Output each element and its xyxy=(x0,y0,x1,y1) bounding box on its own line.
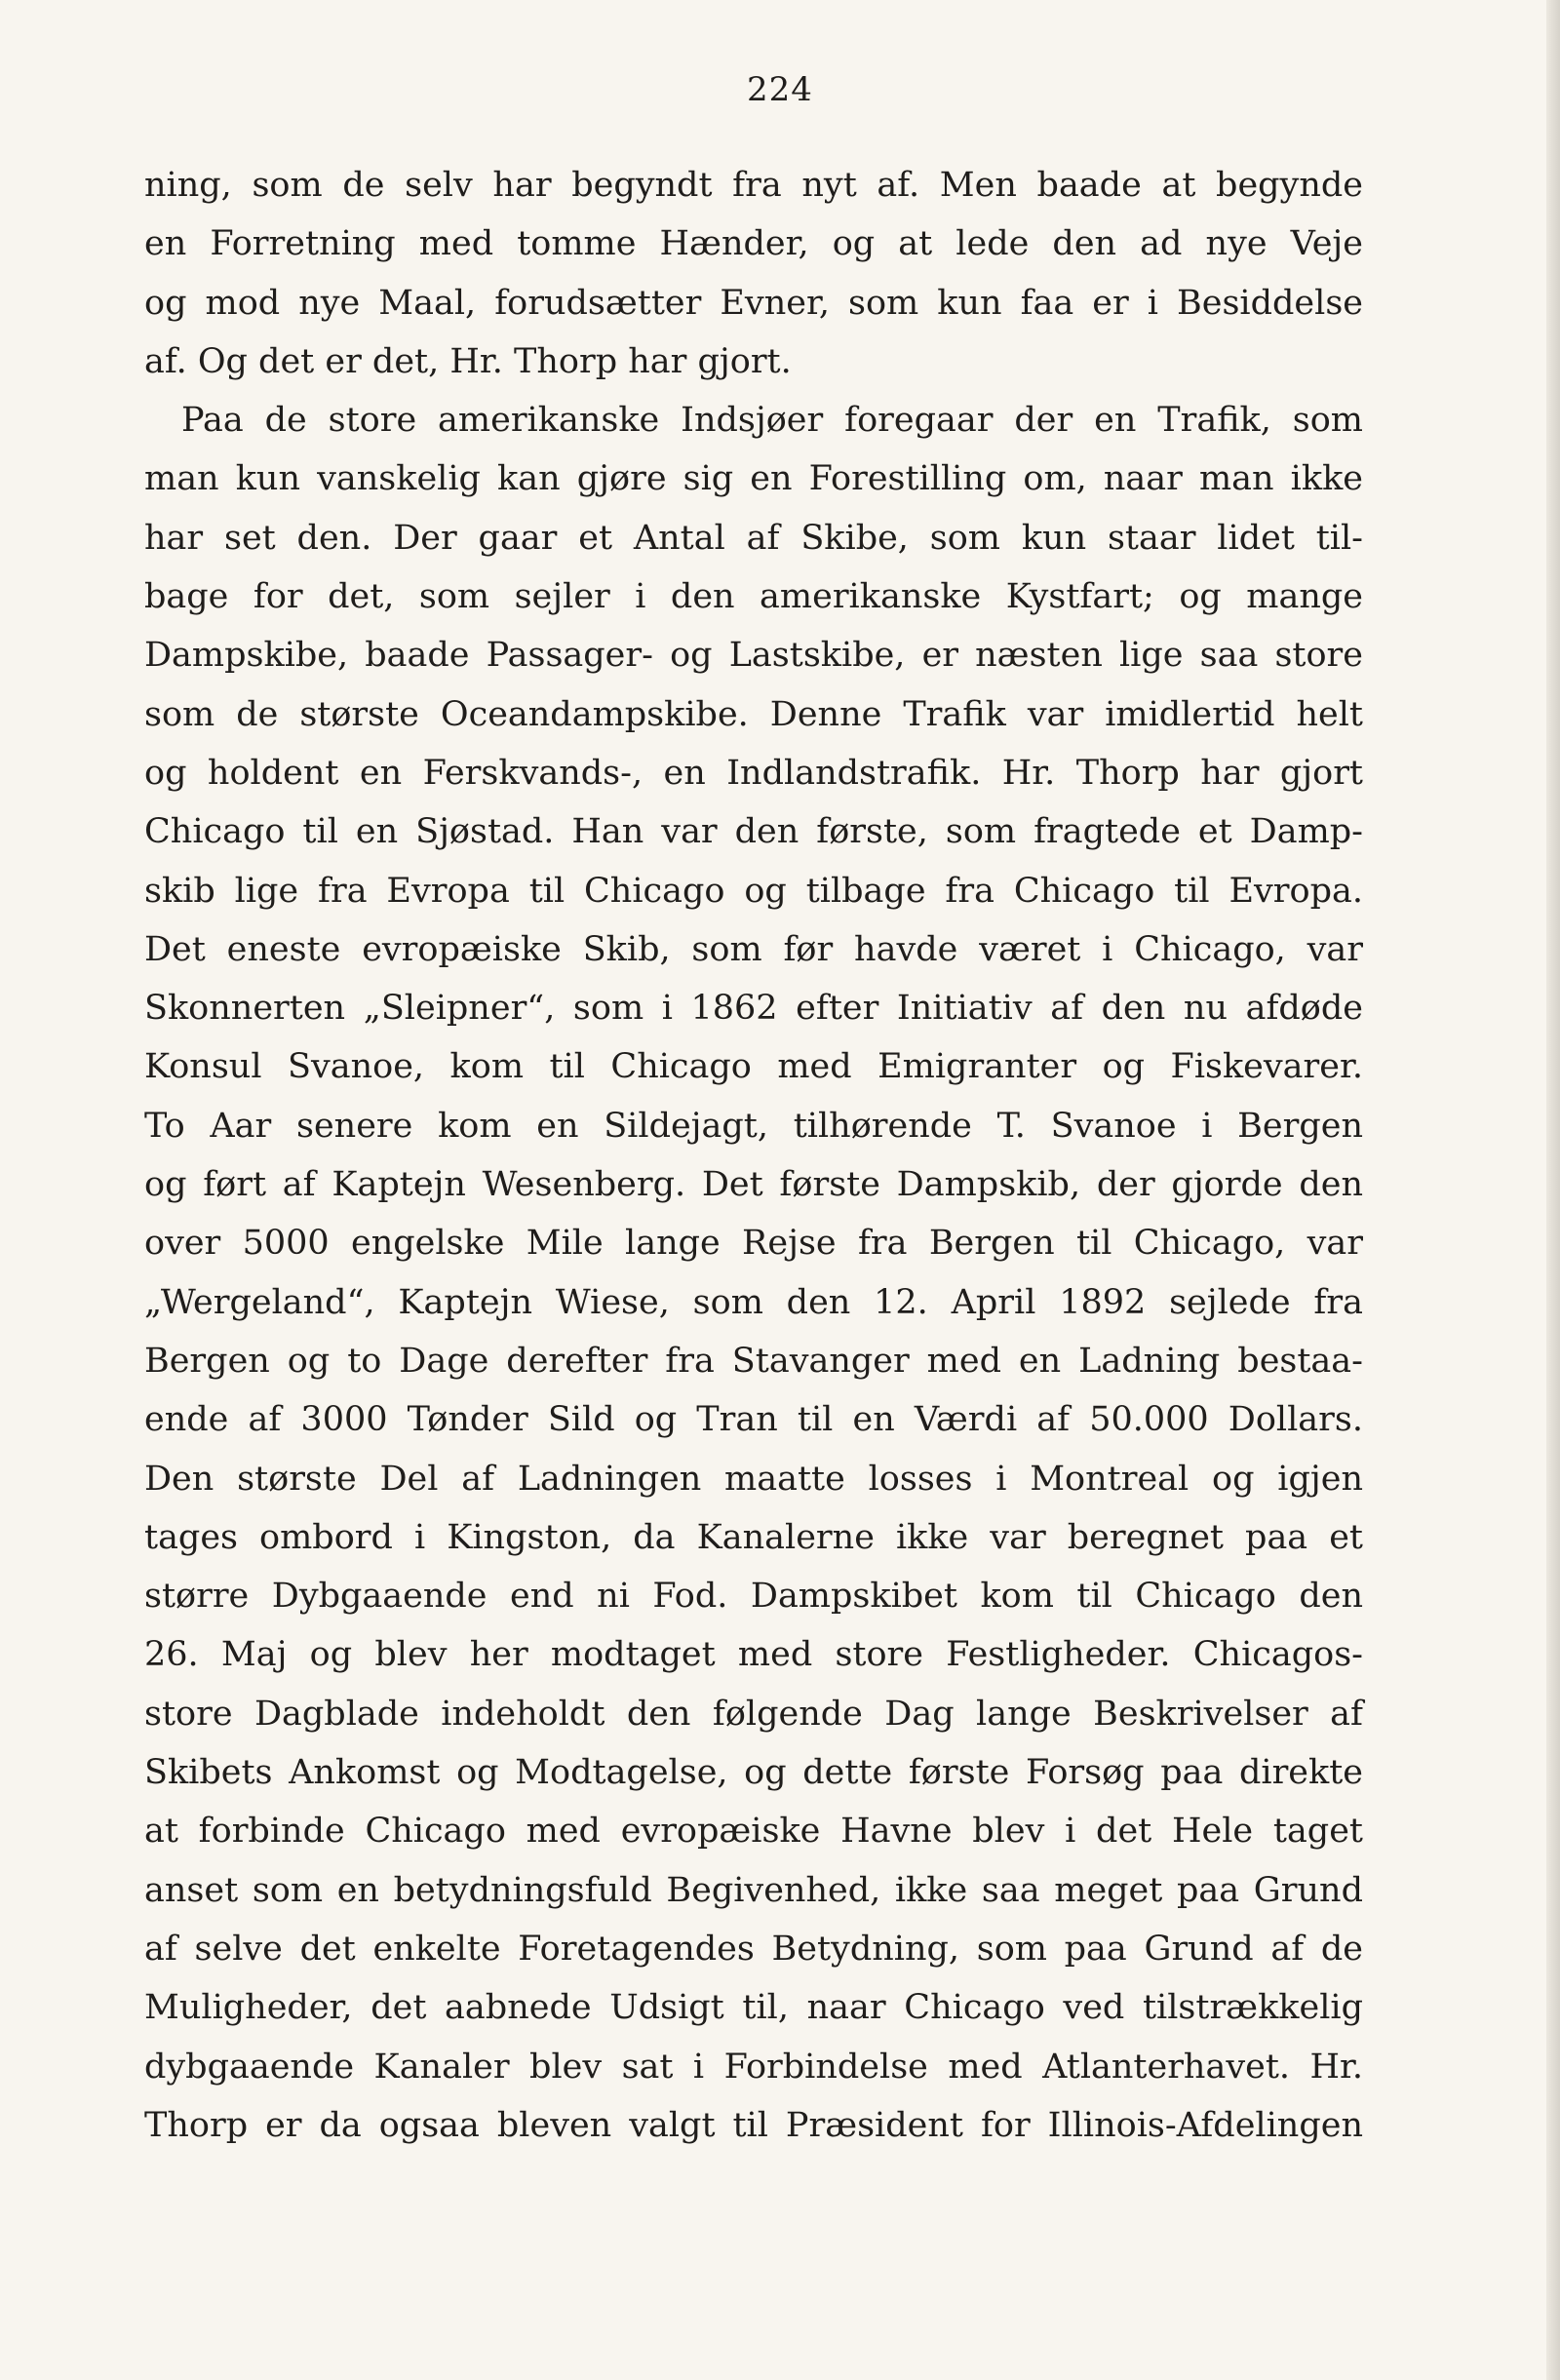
page-edge xyxy=(1546,0,1560,2380)
text-line: at forbinde Chicago med evropæiske Havne blev i det Hele taget xyxy=(144,1812,1363,1852)
text-line: Den største Del af Ladningen maatte losses i Montreal og igjen xyxy=(144,1459,1363,1499)
text-line: over 5000 engelske Mile lange Rejse fra Bergen til Chicago, var xyxy=(144,1224,1363,1264)
text-line: Konsul Svanoe, kom til Chicago med Emigranter og Fiskevarer. xyxy=(144,1047,1363,1087)
text-line: skib lige fra Evropa til Chicago og tilbage fra Chicago til Evropa. xyxy=(144,871,1363,911)
text-line: har set den. Der gaar et Antal af Skibe, som kun staar lidet til- xyxy=(144,518,1363,558)
text-line: To Aar senere kom en Sildejagt, tilhørende T. Svanoe i Bergen xyxy=(144,1106,1363,1146)
text-line: Bergen og to Dage derefter fra Stavanger med en Ladning bestaa- xyxy=(144,1341,1363,1381)
text-line: Skonnerten „Sleipner“, som i 1862 efter Initiativ af den nu afdøde xyxy=(144,989,1363,1029)
text-line: en Forretning med tomme Hænder, og at lede den ad nye Veje xyxy=(144,224,1363,264)
text-line: Det eneste evropæiske Skib, som før havde været i Chicago, var xyxy=(144,929,1363,969)
page-number: 224 xyxy=(747,70,813,109)
text-line: dybgaaende Kanaler blev sat i Forbindelse med Atlanterhavet. Hr. xyxy=(144,2047,1363,2087)
text-line: bage for det, som sejler i den amerikanske Kystfart; og mange xyxy=(144,577,1363,617)
text-line: store Dagblade indeholdt den følgende Dag lange Beskrivelser af xyxy=(144,1694,1363,1734)
text-line: Thorp er da ogsaa bleven valgt til Præsident for Illinois-Afdelingen xyxy=(144,2105,1363,2145)
text-line: ende af 3000 Tønder Sild og Tran til en Værdi af 50.000 Dollars. xyxy=(144,1400,1363,1440)
text-line: Dampskibe, baade Passager- og Lastskibe, er næsten lige saa store xyxy=(144,636,1363,676)
text-line: 26. Maj og blev her modtaget med store Festligheder. Chicagos- xyxy=(144,1635,1363,1675)
text-line: og mod nye Maal, forudsætter Evner, som kun faa er i Besiddelse xyxy=(144,283,1363,323)
text-line: Skibets Ankomst og Modtagelse, og dette første Forsøg paa direkte xyxy=(144,1753,1363,1793)
text-line: og holdent en Ferskvands-, en Indlandstrafik. Hr. Thorp har gjort xyxy=(144,753,1363,793)
text-line: af. Og det er det, Hr. Thorp har gjort. xyxy=(144,341,792,381)
text-line: Paa de store amerikanske Indsjøer foregaar der en Trafik, som xyxy=(181,401,1363,441)
text-line: og ført af Kaptejn Wesenberg. Det første Dampskib, der gjorde den xyxy=(144,1165,1363,1205)
text-line: „Wergeland“, Kaptejn Wiese, som den 12. April 1892 sejlede fra xyxy=(144,1282,1363,1322)
text-line: Muligheder, det aabnede Udsigt til, naar Chicago ved tilstrækkelig xyxy=(144,1988,1363,2028)
text-line: større Dybgaaende end ni Fod. Dampskibet kom til Chicago den xyxy=(144,1577,1363,1617)
text-line: ning, som de selv har begyndt fra nyt af. Men baade at begynde xyxy=(144,166,1363,205)
text-line: anset som en betydningsfuld Begivenhed, ikke saa meget paa Grund xyxy=(144,1870,1363,1910)
text-line: man kun vanskelig kan gjøre sig en Forestilling om, naar man ikke xyxy=(144,459,1363,499)
text-line: som de største Oceandampskibe. Denne Trafik var imidlertid helt xyxy=(144,694,1363,734)
text-line: af selve det enkelte Foretagendes Betydning, som paa Grund af de xyxy=(144,1929,1363,1969)
body-text xyxy=(144,156,1363,2155)
text-line: tages ombord i Kingston, da Kanalerne ikke var beregnet paa et xyxy=(144,1517,1363,1557)
text-line: Chicago til en Sjøstad. Han var den første, som fragtede et Damp- xyxy=(144,812,1363,852)
